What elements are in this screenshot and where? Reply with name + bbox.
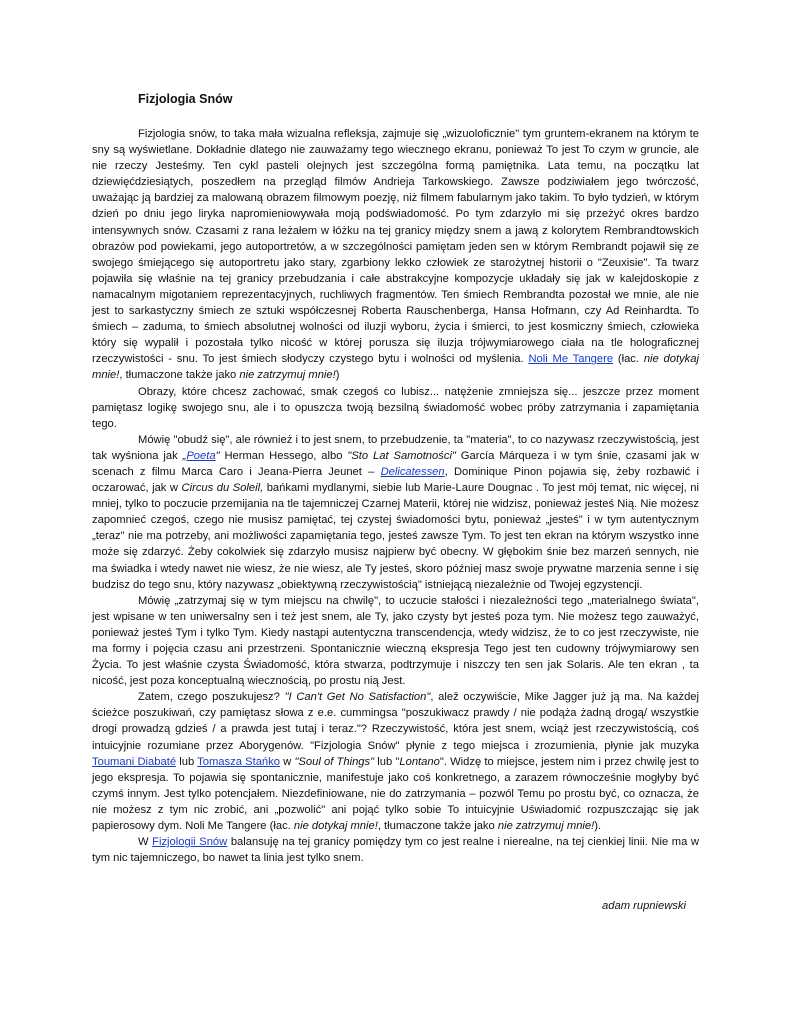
delicatessen-link[interactable]: Delicatessen bbox=[380, 465, 445, 478]
italic-run: nie zatrzymuj mnie! bbox=[239, 369, 336, 382]
italic-run: Lontano bbox=[399, 755, 440, 768]
poeta-link[interactable]: Poeta bbox=[186, 449, 216, 462]
fizjologii-snow-link[interactable]: Fizjologii Snów bbox=[152, 836, 228, 849]
text-run: balansuję na tej granicy pomiędzy tym co jest realne i nierealne, na tej cienkiej linii. Nie ma w tym nic tajemniczego, bo nawet ta linia jest tylko snem. bbox=[92, 836, 699, 865]
text-run: ). bbox=[594, 820, 602, 833]
text-run: García Márqueza i w tym śnie, czasami jak w scenach z filmu Marca Caro i Jeana-Pierra Jeunet – bbox=[92, 449, 699, 478]
italic-run: "Sto Lat Samotności" bbox=[347, 449, 456, 462]
italic-run: nie zatrzymuj mnie! bbox=[497, 820, 595, 833]
italic-run: " bbox=[215, 449, 220, 462]
document-title: Fizjologia Snów bbox=[138, 92, 233, 106]
text-run: , tłumaczone także jako bbox=[377, 820, 498, 833]
text-run: , Dominique Pinon pojawia się, żeby rozbawić i oczarować, jak w bbox=[92, 465, 699, 495]
text-run: bańkami mydlanymi, siebie lub Marie-Laure Dougnac . To jest mój temat, nic więcej, ni mniej, tylko to poczucie przemijania na tle tajemniczej Czarnej Materii, której nie widzisz, ponieważ jesteś Nią. Nie możesz zapomnieć czegoś, czego nie musisz pamiętać, tej czystej świadomości bytu, ponieważ „jesteś" i w tym autentycznym „teraz" nie ma potrzeby, ani możliwości zapamiętania tego, jesteś zawsze Tym. To jest ten ekran na którym wszystko inne może się zdarzyć. Żeby cokolwiek się zdarzyło musisz najpierw być obecny. W głębokim śnie bez marzeń sennych, nie ma świadka i wtedy nawet nie wiesz, że nie wiesz, ale Ty jesteś, skoro później masz swoje prywatne marzenia senne i się budzisz do tego snu, który nazywasz „obiektywną rzeczywistością" istniejącą niezależnie od Twojej egzystencji. bbox=[92, 482, 699, 591]
italic-run: „ bbox=[182, 449, 187, 462]
paragraph-5 bbox=[92, 689, 699, 834]
paragraph-1 bbox=[92, 126, 699, 384]
tomasz-stanko-link[interactable]: Tomasza Stańko bbox=[197, 755, 280, 768]
italic-run: nie dotykaj mnie! bbox=[293, 820, 378, 833]
italic-run: "Soul of Things" bbox=[294, 755, 375, 768]
text-run: , alež oczywiście, Mike Jagger już ją ma. Na każdej ścieżce poszukiwań, czy pamiętasz słowa z e.e. cummingsa "poszukiwacz prawdy / nie podąża żadną drogą/ wszystkie drogi prowadzą gdzieś / a prawda jest tutaj i teraz."? Rzeczywistość, która jest snem, wciąż jest rzeczywistością, coś intuicyjnie rozumiane przez Aborygenów. "Fizjologia Snów" płynie z tego miejsca i zrozumienia, płynie jak muzyka bbox=[92, 691, 699, 752]
italic-run: "I Can't Get No Satisfaction" bbox=[284, 691, 431, 704]
text-run: lub bbox=[176, 755, 198, 768]
noli-me-tangere-link[interactable]: Noli Me Tangere bbox=[528, 353, 614, 366]
text-run: Fizjologia snów, to taka mała wizualna refleksja, zajmuje się „wizuoloficznie" tym gruntem-ekranem na którym te sny są wyświetlane. Dokładnie dlatego nie zauważamy tego wiecznego ekranu, ponieważ To jest To czym w gruncie, ale nie rzeczy Jesteśmy. Ten cykl pasteli olejnych jest szczególna formą pamiętnika. Lata temu, na początku lat dziewięćdziesiątych, poszedłem na przegląd filmów Andrieja Tarkowskiego. Zawsze podziwiałem jego twórczość, uważając ją bardziej za malowaną obrazem filmowym poezję, niż filmem fabularnym jako takim. To było tydzień, w którym dzień po dniu jego liryka napromieniowywała moją podświadomość. Po tym zdarzyło mi się przeżyć okres bardzo intensywnych snów. Czasami z rana leżałem w łóżku na tej granicy między snem a jawą z kolorytem Rembrandtowskich obrazów pod powiekami, jego autoportretów, a w szczególności pamiętam jeden sen w którym Rembrandt pojawił się ze swojego śmiejącego się autoportretu jako stary, zgarbiony lekko człowiek ze starożytnej historii o "Zeuxisie". Ta twarz pojawiła się właśnie na tej granicy przebudzania i całe abstrakcyjne kompozycje układały się jak w kalejdoskopie z namacalnym migotaniem reprezentacyjnych, ruchliwych fragmentów. Ten śmiech Rembrandta pozostał we mnie, ale nie jest to sarkastyczny śmiech ze sztuki współczesnej Roberta Rauschenberga, Hansa Hofmann, czy Ad Reinhardta. To śmiech – zaduma, to śmiech absolutnej wolności od iluzji wyboru, życia i śmierci, to jest kosmiczny śmiech, człowieka który się wypalił i pozostała tylko nicość w której porusza się iluzja trójwymiarowego ciała na tle holograficznej rzeczywistości - snu. To jest śmiech słodyczy czystego bytu i wolności od myślenia. bbox=[92, 128, 699, 366]
text-run: Mówię "obudź się", ale również i to jest snem, to przebudzenie, ta "materia", to co nazywasz rzeczywistością, jest tak wyśniona jak bbox=[92, 433, 699, 462]
italic-run: Circus du Soleil, bbox=[181, 482, 264, 495]
paragraph-4: Mówię „zatrzymaj się w tym miejscu na chwilę", to uczucie stałości i niezależności tego „materialnego świata", jest wpisane w ten uniwersalny sen i też jest snem, ale Ty, jako czysty byt jesteś poza tym. Nie możesz tego zauważyć, ponieważ jesteś Tym i tylko Tym. Kiedy nastąpi autentyczna transcendencja, wtedy widzisz, że to co jest rzeczywiste, nie ma formy i pojęcia czasu ani przestrzeni. Spontanicznie wieczną ekspresja Tego jest ten cudowny trójwymiarowy sen Życia. To jest właśnie czysta Świadomość, która stwarza, podtrzymuje i niszczy ten sen jak Solaris. Ale ten ekran , ta nicość, jest poza konceptualną wiecznością, po prostu nią Jest. bbox=[92, 594, 699, 688]
toumani-diabate-link[interactable]: Toumani Diabaté bbox=[92, 755, 177, 768]
paragraph-3 bbox=[92, 432, 699, 593]
text-run: lub " bbox=[374, 755, 400, 768]
paragraph-2: Obrazy, które chcesz zachować, smak czegoś co lubisz... natężenie zmniejsza się... jeszcze przez moment pamiętasz logikę swojego snu, ale i to opuszcza twoją bezsilną świadomość wobec próby zatrzymania i zapamiętania tego. bbox=[92, 385, 699, 430]
document-body bbox=[92, 126, 699, 866]
text-run: W bbox=[138, 836, 153, 849]
text-run: w bbox=[279, 755, 295, 768]
text-run: Herman Hessego, albo bbox=[219, 449, 348, 462]
text-run: Zatem, czego poszukujesz? bbox=[138, 691, 285, 704]
text-run: ". Widzę to miejsce, jestem nim i przez chwilę jest to jego ekspresja. To pojawia się spontanicznie, manifestuje jako coś konkretnego, a zarazem równocześnie mogłyby być czymś innym. Jest tylko potencjałem. Niezdefiniowane, nie do zatrzymania – pozwól Temu po prostu być, co oznacza, że nie możesz z tym nic zrobić, ani „pozwolić" ani pojąć tylko sobie To intuicyjnie Uświadomić rozpuszczając się jak papierosowy dym. Noli Me Tangere (łac. bbox=[92, 755, 699, 833]
italic-run: nie dotykaj mnie! bbox=[92, 353, 699, 382]
paragraph-6 bbox=[92, 834, 699, 866]
text-run: (łac. bbox=[613, 353, 644, 366]
author-signature: adam rupniewski bbox=[602, 900, 686, 912]
text-run: ) bbox=[335, 369, 340, 382]
text-run: , tłumaczone także jako bbox=[119, 369, 240, 382]
